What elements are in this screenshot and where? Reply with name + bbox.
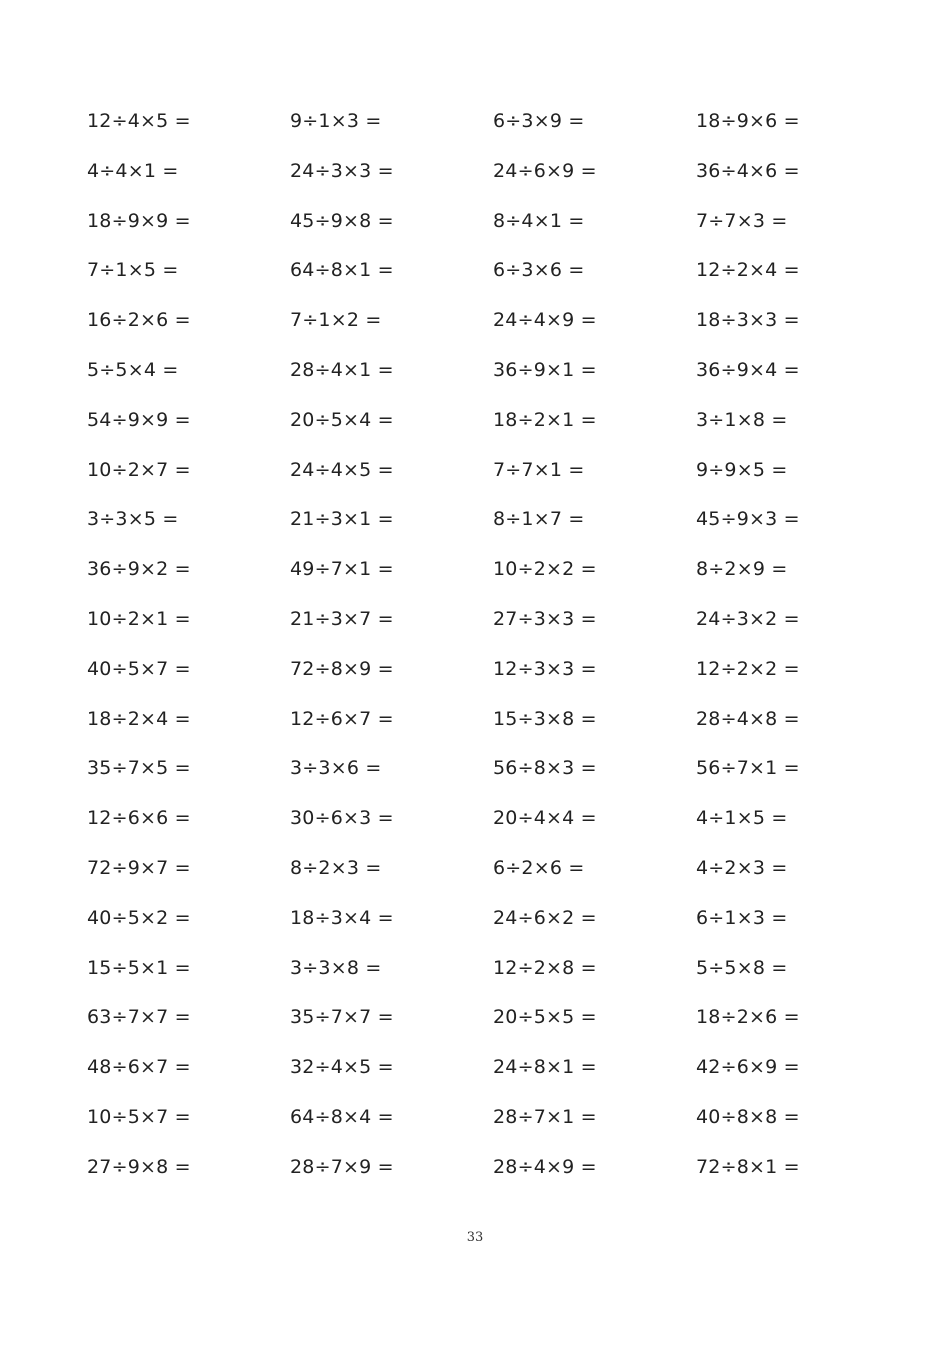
math-problem: 5÷5×4 = [87, 358, 179, 381]
math-problem: 15÷5×1 = [87, 956, 191, 979]
math-problem: 12÷2×8 = [493, 956, 597, 979]
math-problem: 4÷1×5 = [696, 807, 788, 830]
math-problem: 8÷2×9 = [696, 558, 788, 581]
math-problem: 10÷2×1 = [87, 607, 191, 630]
math-problem: 21÷3×1 = [290, 508, 394, 531]
math-problem: 36÷9×4 = [696, 358, 800, 381]
math-problem: 18÷2×1 = [493, 408, 597, 431]
worksheet-grid [87, 104, 907, 1200]
math-problem: 72÷8×9 = [290, 657, 394, 680]
math-problem: 72÷9×7 = [87, 856, 191, 879]
math-problem: 10÷2×7 = [87, 458, 191, 481]
math-problem: 40÷5×7 = [87, 657, 191, 680]
math-problem: 10÷5×7 = [87, 1105, 191, 1128]
math-problem: 24÷4×9 = [493, 309, 597, 332]
math-problem: 6÷1×3 = [696, 906, 788, 929]
math-problem: 18÷3×3 = [696, 309, 800, 332]
math-problem: 8÷4×1 = [493, 209, 585, 232]
math-problem: 20÷5×4 = [290, 408, 394, 431]
math-problem: 20÷4×4 = [493, 807, 597, 830]
math-problem: 36÷9×1 = [493, 358, 597, 381]
math-problem: 12÷6×6 = [87, 807, 191, 830]
math-problem: 64÷8×4 = [290, 1105, 394, 1128]
math-problem: 18÷9×9 = [87, 209, 191, 232]
math-problem: 24÷6×2 = [493, 906, 597, 929]
math-problem: 42÷6×9 = [696, 1056, 800, 1079]
math-problem: 9÷9×5 = [696, 458, 788, 481]
math-problem: 20÷5×5 = [493, 1006, 597, 1029]
math-problem: 8÷2×3 = [290, 856, 382, 879]
math-problem: 27÷3×3 = [493, 607, 597, 630]
math-problem: 49÷7×1 = [290, 558, 394, 581]
math-problem: 32÷4×5 = [290, 1056, 394, 1079]
math-problem: 24÷6×9 = [493, 159, 597, 182]
math-problem: 10÷2×2 = [493, 558, 597, 581]
math-problem: 6÷3×9 = [493, 110, 585, 132]
math-problem: 54÷9×9 = [87, 408, 191, 431]
math-problem: 3÷3×5 = [87, 508, 179, 531]
math-problem: 18÷3×4 = [290, 906, 394, 929]
math-problem: 7÷1×2 = [290, 309, 382, 332]
math-problem: 56÷7×1 = [696, 757, 800, 780]
math-problem: 45÷9×8 = [290, 209, 394, 232]
math-problem: 24÷4×5 = [290, 458, 394, 481]
math-problem: 28÷4×9 = [493, 1155, 597, 1178]
page-number: 33 [466, 1230, 484, 1245]
math-problem: 21÷3×7 = [290, 607, 394, 630]
math-problem: 18÷2×4 = [87, 707, 191, 730]
math-problem: 63÷7×7 = [87, 1006, 191, 1029]
math-problem: 15÷3×8 = [493, 707, 597, 730]
math-problem: 28÷7×9 = [290, 1155, 394, 1178]
math-problem: 4÷4×1 = [87, 159, 179, 182]
math-problem: 12÷2×2 = [696, 657, 800, 680]
math-problem: 6÷2×6 = [493, 856, 585, 879]
math-problem: 4÷2×3 = [696, 856, 788, 879]
math-problem: 8÷1×7 = [493, 508, 585, 531]
math-problem: 36÷9×2 = [87, 558, 191, 581]
math-problem: 36÷4×6 = [696, 159, 800, 182]
math-problem: 3÷3×6 = [290, 757, 382, 780]
math-problem: 45÷9×3 = [696, 508, 800, 531]
math-problem: 7÷7×1 = [493, 458, 585, 481]
math-problem: 28÷4×8 = [696, 707, 800, 730]
math-problem: 28÷7×1 = [493, 1105, 597, 1128]
math-problem: 9÷1×3 = [290, 110, 382, 132]
math-problem: 72÷8×1 = [696, 1155, 800, 1178]
math-problem: 16÷2×6 = [87, 309, 191, 332]
math-problem: 18÷9×6 = [696, 110, 800, 132]
math-problem: 56÷8×3 = [493, 757, 597, 780]
math-problem: 64÷8×1 = [290, 259, 394, 282]
math-problem: 5÷5×8 = [696, 956, 788, 979]
math-problem: 18÷2×6 = [696, 1006, 800, 1029]
math-problem: 6÷3×6 = [493, 259, 585, 282]
math-problem: 35÷7×7 = [290, 1006, 394, 1029]
math-problem: 27÷9×8 = [87, 1155, 191, 1178]
math-problem: 28÷4×1 = [290, 358, 394, 381]
math-problem: 24÷3×2 = [696, 607, 800, 630]
math-problem: 3÷1×8 = [696, 408, 788, 431]
math-problem: 3÷3×8 = [290, 956, 382, 979]
math-problem: 12÷2×4 = [696, 259, 800, 282]
math-problem: 24÷3×3 = [290, 159, 394, 182]
math-problem: 12÷6×7 = [290, 707, 394, 730]
math-problem: 12÷3×3 = [493, 657, 597, 680]
math-problem: 30÷6×3 = [290, 807, 394, 830]
math-problem: 7÷1×5 = [87, 259, 179, 282]
math-problem: 12÷4×5 = [87, 110, 191, 132]
math-problem: 24÷8×1 = [493, 1056, 597, 1079]
math-problem: 35÷7×5 = [87, 757, 191, 780]
math-problem: 40÷8×8 = [696, 1105, 800, 1128]
math-problem: 40÷5×2 = [87, 906, 191, 929]
math-problem: 7÷7×3 = [696, 209, 788, 232]
math-problem: 48÷6×7 = [87, 1056, 191, 1079]
